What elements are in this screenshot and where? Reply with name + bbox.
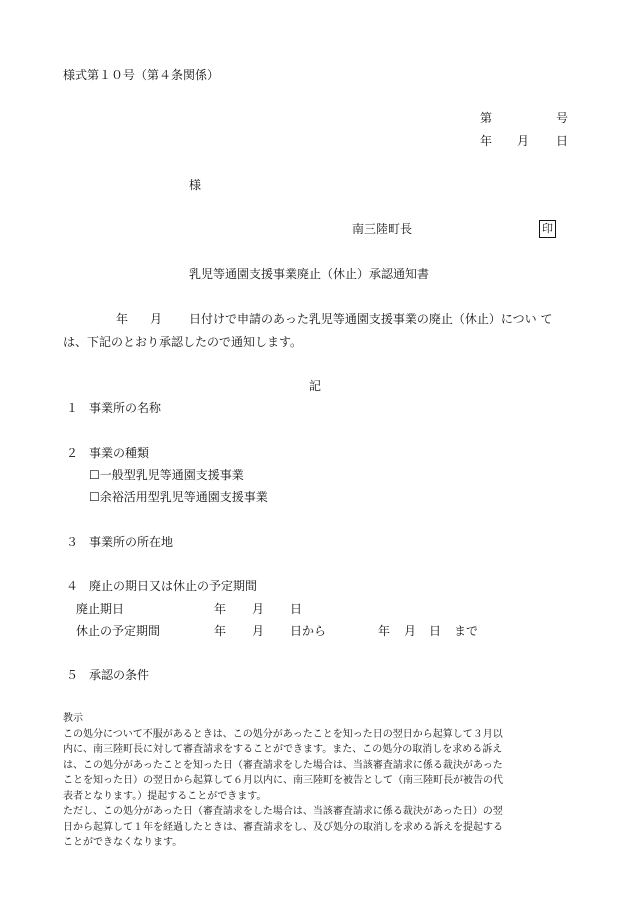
item-3-label: 事業所の所在地 [89,535,174,549]
abolition-month-label: 月 [252,602,265,616]
item-3-number: ３ [66,535,79,549]
item-4-number: ４ [66,579,79,593]
notice-line: ただし、この処分があった日（審査請求をした場合は、当該審査請求に係る裁決があった日）の翌 [63,806,503,817]
document-number-suffix: 号 [556,111,569,125]
suspension-period-label: 休止の予定期間 [76,624,161,638]
body-year-label: 年 [116,312,129,326]
notice-line: ことを知った日）の翌日から起算して６月以内に、南三陸町を被告として（南三陸町長が被告の代 [63,775,503,786]
body-line-1: 日付けで申請のあった乳児等通園支援事業の廃止（休止）につい て [189,312,553,326]
abolition-date-label: 廃止期日 [76,602,125,616]
item-1-label: 事業所の名称 [89,401,162,415]
item-4-label: 廃止の期日又は休止の予定期間 [89,579,258,593]
notice-line: 内に、南三陸町長に対して審査請求をすることができます。また、この処分の取消しを求める訴え [63,744,503,755]
item-1-number: １ [66,401,79,415]
notice-line: 表者となります。）提起することができます。 [63,790,267,802]
suspension-end-day-label: 日 [429,624,442,638]
item-5-number: ５ [66,668,79,682]
abolition-year-label: 年 [214,602,227,616]
suspension-year-label: 年 [214,624,227,638]
notice-line: 日から起算して１年を経過したときは、審査請求をし、及び処分の取消しを求める訴えを提起する [63,821,503,833]
body-line-2: は、下記のとおり承認したので通知します。 [63,335,303,349]
abolition-day-label: 日 [290,602,303,616]
suspension-end-month-label: 月 [404,624,417,638]
date-month-label: 月 [517,134,530,148]
suspension-until-label: まで [454,624,479,638]
suspension-month-label: 月 [252,624,265,638]
item-2-number: ２ [66,446,79,460]
form-number: 様式第１０号（第４条関係） [63,68,220,82]
body-month-label: 月 [150,312,163,326]
item-2-label: 事業の種類 [89,446,150,460]
addressee-honorific: 様 [189,178,202,192]
notice-heading: 教示 [63,713,83,724]
date-day-label: 日 [556,134,569,148]
seal-mark: 印 [539,220,556,238]
notice-line: ことができなくなります。 [63,837,183,848]
option-general-type: ☐一般型乳児等通園支援事業 [89,468,244,482]
suspension-day-from-label: 日から [290,624,327,638]
document-number-prefix: 第 [480,111,493,125]
appeal-notice [63,711,569,851]
item-5-label: 承認の条件 [89,668,150,682]
ki-marker: 記 [309,379,322,393]
suspension-end-year-label: 年 [378,624,391,638]
notice-line: この処分について不服があるときは、この処分があったことを知った日の翌日から起算して３月以 [63,728,503,740]
option-surplus-type: ☐余裕活用型乳児等通園支援事業 [89,490,268,504]
issuer-title: 南三陸町長 [352,222,413,236]
notice-line: は、この処分があったことを知った日（審査請求をした場合は、当該審査請求に係る裁決があった [63,759,503,771]
date-year-label: 年 [480,134,493,148]
document-title: 乳児等通園支援事業廃止（休止）承認通知書 [189,267,430,281]
